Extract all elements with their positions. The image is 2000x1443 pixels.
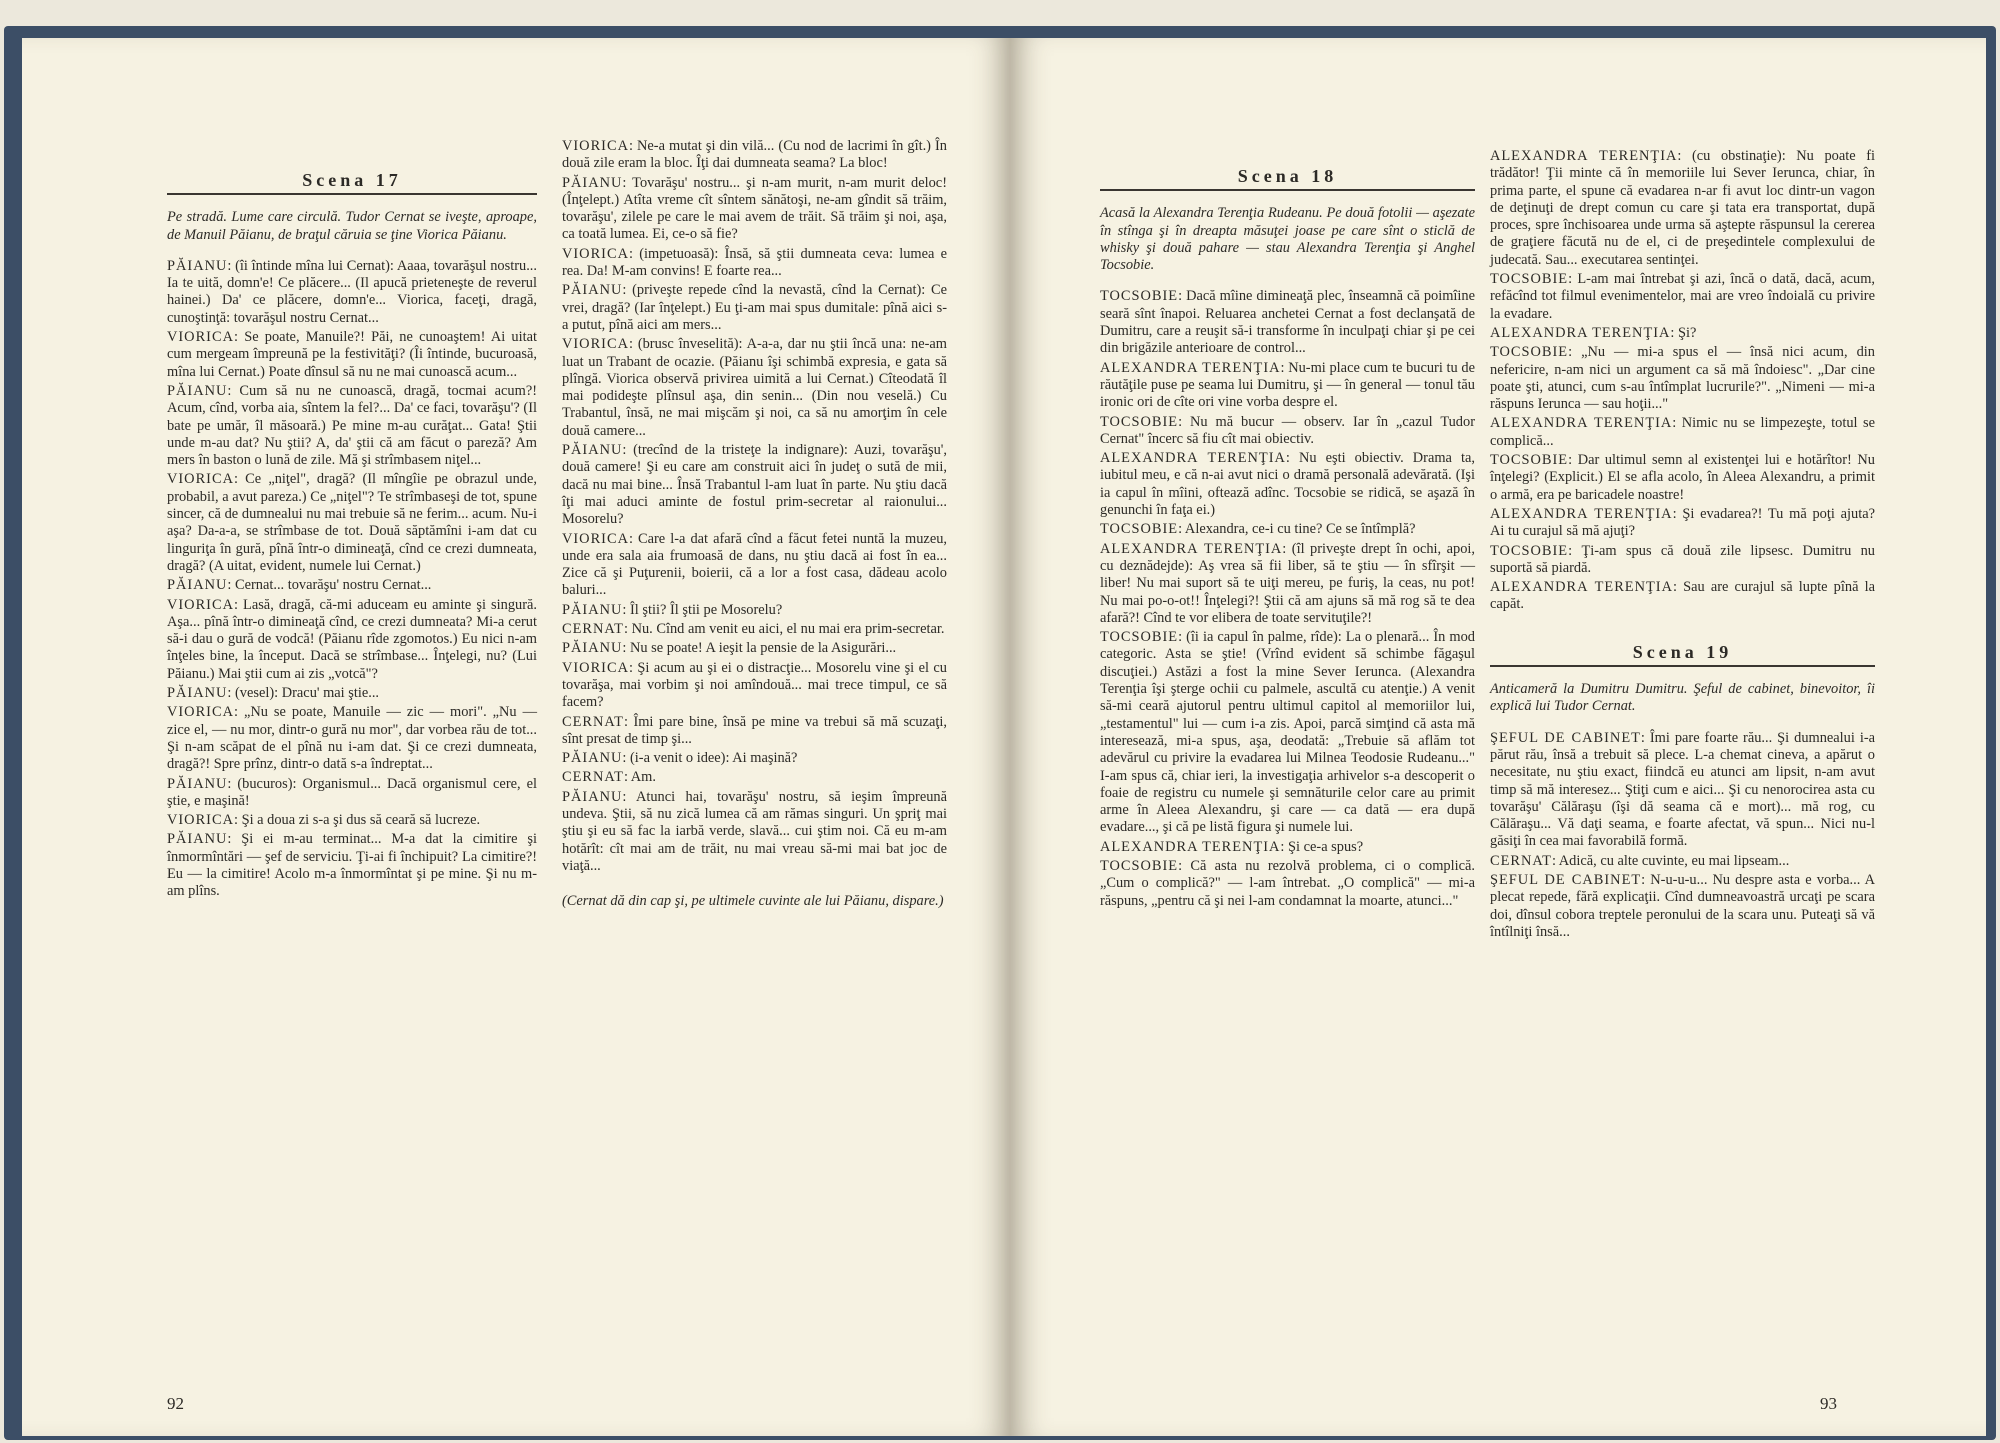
stage-direction: Pe stradă. Lume care circulă. Tudor Cernat se iveşte, aproape, de Manuil Păianu, de braţul căruia se ţine Viorica Păianu. <box>167 209 537 243</box>
dialogue-text: Cernat... tovarăşu' nostru Cernat... <box>234 577 432 594</box>
dialogue-text: Dacă mîine dimineaţă plec, înseamnă că poimîine seară sînt înapoi. Reluarea anchetei Cernat a fost declanşată de Dumitru, care a reuşit să-i transforme în inculpaţi chiar şi pe cei din brigăzile anterioare de control... <box>1100 288 1475 357</box>
dialogue-text: Ce „niţel", dragă? (Il mîngîie pe obrazul unde, probabil, a avut pareza.) Ce „niţel"? Te strîmbaseşi de tot, spune sincer, că de dumnealui nu mai trebuie să ne ferim... acum. Nu-i aşa? Da-a-a, se strîmbase de tot. Două săptămîni i-am dat cu linguriţa în gură, pînă într-o dimineaţă, cînd ce crezi dumneata, dragă? (A uitat, evident, numele lui Cernat.) <box>167 471 537 574</box>
dialogue-text: Nu-mi place cum te bucuri tu de răutăţile puse pe seama lui Dumitru, şi — în general — tonul tău ironic ori de cîte ori vine vorba despre el. <box>1100 359 1475 411</box>
dialogue-text: „Nu se poate, Manuile — zic — mori". „Nu — zice el, — nu mor, dintr-o gură nu mor", dar vorbea rău de tot... Şi n-am scăpat de el pînă nu i-am dat. Şi ce crezi dumneata, dragă?! Spre prînz, dintr-o dată s-a îndreptat... <box>167 704 537 773</box>
dialogue-text: Lasă, dragă, că-mi aduceam eu aminte şi singură. Aşa... pînă într-o dimineaţă cînd, ce crezi dumneata? Mi-a cerut să-i dau o gură de vodcă! (Păianu rîde zgomotos.) Eu nici n-am înţeles bine, la început. Dacă se strîmbase... Înţelegi, nu? (Lui Păianu.) Mai ştii cum ai zis „votcă"? <box>167 596 537 682</box>
dialogue-text: Care l-a dat afară cînd a făcut fetei nuntă la muzeu, unde era sala aia frumoasă de dans, nu ştiu dacă ai fost în ea... Zice că şi Puţurenii, boierii, că a lor a fost casa, dădeau acolo baluri... <box>562 530 947 599</box>
dialogue-list <box>167 258 537 901</box>
dialogue-text: Şi? <box>1678 324 1697 341</box>
speaker-name: PĂIANU <box>167 577 228 594</box>
speaker-name: PĂIANU <box>167 831 228 848</box>
dialogue-text: Şi evadarea?! Tu mă poţi ajuta? Ai tu curajul să mă ajuţi? <box>1490 505 1875 540</box>
speaker-name: ŞEFUL DE CABINET <box>1490 871 1642 888</box>
dialogue-text: Alexandra, ce-i cu tine? Ce se întîmplă? <box>1184 521 1416 538</box>
dialogue-text: Ţi-am spus că două zile lipsesc. Dumitru nu suportă să piardă. <box>1490 542 1875 576</box>
dialogue-line: PĂIANU: (vesel): Dracu' mai ştie... <box>167 685 380 702</box>
speaker-name: VIORICA <box>167 329 234 346</box>
dialogue-line: ALEXANDRA TERENŢIA: (cu obstinaţie): Nu poate fi trădător! Ţii minte că în memoriile lui Sever Ierunca, chiar, în prima parte, el spune că evadarea n-ar fi avut loc dintr-un vagon de deţinuţi de drept comun cu care şi tata era transportat, după proces, spre închisoarea unde urma să aştepte răspunsul la cererea de graţiere făcută nu de el, ci de preşedintele complexului de judecată. Sau... executarea sentinţei. <box>1490 148 1875 268</box>
dialogue-line: PĂIANU: Cum să nu ne cunoască, dragă, tocmai acum?! Acum, cînd, vorba aia, sîntem la fel?... Da' ce faci, tovarăşu'? (Il bate pe umăr, îl măsoară.) Pe mine m-au curăţat... Gata! Ştii unde m-au dat? Nu ştii? A, da' ştii că am făcut o pareză? Am mers în baston o lună de zile. Mă şi strîmbasem niţel... <box>167 382 537 469</box>
dialogue-list <box>1490 730 1875 942</box>
stage-direction: Acasă la Alexandra Terenţia Rudeanu. Pe două fotolii — aşezate în stînga şi în dreapta măsuţei joase pe care sînt o sticlă de whisky şi două pahare — stau Alexandra Terenţia şi Anghel Tocsobie. <box>1100 205 1475 274</box>
speaker-name: VIORICA <box>167 596 234 613</box>
dialogue-text: (i-a venit o idee): Ai maşină? <box>629 750 798 767</box>
speaker-name: VIORICA <box>562 245 629 262</box>
speaker-name: VIORICA <box>562 138 629 154</box>
dialogue-text: Cum să nu ne cunoască, dragă, tocmai acum?! Acum, cînd, vorba aia, sîntem la fel?... Da' ce faci, tovarăşu'? (Il bate pe umăr, îl măsoară.) Pe mine m-au curăţat... Gata! Ştii unde m-au dat? Nu ştii? A, da' ştii că am făcut o pareză? Am mers în baston o lună de zile. Mă şi strîmbasem niţel... <box>167 382 537 469</box>
dialogue-line: TOCSOBIE: Ţi-am spus că două zile lipsesc. Dumitru nu suportă să piardă. <box>1490 542 1875 576</box>
dialogue-line: TOCSOBIE: „Nu — mi-a spus el — însă nici acum, din nefericire, n-am nici un argument ca să mă îndoiesc". „Dar cine poate şti, atunci, cum s-au întîmplat lucrurile?". „Nimeni — mi-a răspuns Ierunca — sau hoţii..." <box>1490 344 1875 413</box>
speaker-name: VIORICA <box>167 812 234 829</box>
dialogue-text: Adică, cu alte cuvinte, eu mai lipseam... <box>1558 852 1790 869</box>
speaker-name: CERNAT <box>562 713 624 730</box>
speaker-name: PĂIANU <box>167 775 228 792</box>
dialogue-text: Nu mă bucur — observ. Iar în „cazul Tudor Cernat" încerc să fiu cît mai obiectiv. <box>1100 413 1475 447</box>
speaker-name: TOCSOBIE <box>1100 857 1179 874</box>
dialogue-line: ALEXANDRA TERENŢIA: Şi evadarea?! Tu mă poţi ajuta? Ai tu curajul să mă ajuţi? <box>1490 505 1875 540</box>
dialogue-text: (vesel): Dracu' mai ştie... <box>234 685 380 702</box>
speaker-name: ALEXANDRA TERENŢIA <box>1490 324 1671 341</box>
speaker-name: TOCSOBIE <box>1490 271 1569 288</box>
dialogue-list <box>1100 288 1475 909</box>
dialogue-line: ALEXANDRA TERENŢIA: Nimic nu se limpezeşte, totul se complică... <box>1490 415 1875 449</box>
dialogue-text: Că asta nu rezolvă problema, ci o complică. „Cum o complică?" — l-am întrebat. „O complică" — mi-a răspuns, „pentru că şi nei l-am condamnat la moarte, atunci..." <box>1100 857 1475 909</box>
speaker-name: PĂIANU <box>562 640 623 657</box>
dialogue-text: (impetuoasă): Însă, să ştii dumneata ceva: lumea e rea. Da! M-am convins! E foarte rea... <box>562 245 947 280</box>
dialogue-line: CERNAT: Îmi pare bine, însă pe mine va trebui să mă scuzaţi, sînt presat de timp şi... <box>562 713 947 747</box>
speaker-name: ALEXANDRA TERENŢIA <box>1100 838 1281 855</box>
dialogue-line: TOCSOBIE: Alexandra, ce-i cu tine? Ce se întîmplă? <box>1100 521 1416 538</box>
dialogue-text: (bucuros): Organismul... Dacă organismul cere, el ştie, e maşină! <box>167 775 537 809</box>
speaker-name: VIORICA <box>562 530 629 547</box>
dialogue-line: PĂIANU: Cernat... tovarăşu' nostru Cernat... <box>167 577 432 594</box>
dialogue-line: PĂIANU: Tovarăşu' nostru... şi n-am murit, n-am murit deloc! (Înţelept.) Atîta vreme cît sîntem sănătoşi, ne-am gîndit să trăim, tovarăşu', zilele pe care le mai avem de trăit. Să trăim şi noi, aşa, ca toată lumea. Ei, ce-o să fie? <box>562 174 947 243</box>
speaker-name: CERNAT <box>562 769 624 786</box>
left-column-2 <box>562 138 947 924</box>
dialogue-text: Dar ultimul semn al existenţei lui e hotărîtor! Nu înţelegi? (Explicit.) El se afla acolo, în Aleea Alexandru, a primit o armă, era pe baricadele noastre! <box>1490 452 1875 503</box>
dialogue-text: Îmi pare foarte rău... Şi dumnealui i-a părut rău, însă a trebuit să plece. L-a chemat cineva, a apărut o necesitate, nu ştiu exact, fiindcă eu atunci am lipsit, n-am avut timp să mă interesez... Ştiţi cum e aici... Şi cu nenorocirea asta cu tovarăşu' Călăraşu (îşi dă seama că e mort)... mă rog, cu Călăraşu... Vă daţi seama, e foarte afectat, vă spun... Nici nu-l găsiţi în cea mai favorabilă formă. <box>1490 729 1875 850</box>
speaker-name: ALEXANDRA TERENŢIA <box>1100 450 1286 467</box>
dialogue-line: CERNAT: Nu. Cînd am venit eu aici, el nu mai era prim-secretar. <box>562 621 945 638</box>
speaker-name: VIORICA <box>562 336 629 353</box>
dialogue-text: Îmi pare bine, însă pe mine va trebui să mă scuzaţi, sînt presat de timp şi... <box>562 713 947 747</box>
speaker-name: CERNAT <box>1490 852 1552 869</box>
dialogue-line: ALEXANDRA TERENŢIA: Nu eşti obiectiv. Drama ta, iubitul meu, e că n-ai avut nici o dramă personală adevărată. (Işi ia capul în mîini, oftează adînc. Tocsobie se ridică, se aşază în genunchi în faţa ei.) <box>1100 450 1475 519</box>
dialogue-text: Îl ştii? Îl ştii pe Mosorelu? <box>629 601 783 618</box>
dialogue-text: Ne-a mutat şi din vilă... (Cu nod de lacrimi în gît.) În două zile eram la bloc. Îţi dai dumneata seama? La bloc! <box>562 138 947 172</box>
speaker-name: TOCSOBIE <box>1490 452 1569 469</box>
right-column-2 <box>1490 148 1875 943</box>
dialogue-text: Nu. Cînd am venit eu aici, el nu mai era prim-secretar. <box>631 621 945 638</box>
dialogue-line: VIORICA: (brusc înveselită): A-a-a, dar nu ştii încă una: ne-am luat un Trabant de ocazie. (Păianu îşi schimbă expresia, e gata să plîngă. Viorica observă privirea uimită a lui Cernat.) Cîteodată îl mai podideşte plînsul aşa, din senin... (Din nou veselă.) Cu Trabantul, însă, ne mai mişcăm şi noi, ca să nu amorţim în cele două camere... <box>562 336 947 439</box>
dialogue-line: VIORICA: Şi acum au şi ei o distracţie... Mosorelu vine şi el cu tovarăşa, mai vorbim şi noi amîndouă... mai trece timpul, ce să facem? <box>562 659 947 711</box>
dialogue-line: ALEXANDRA TERENŢIA: (îl priveşte drept în ochi, apoi, cu deznădejde): Aş vrea să fii liber, să te ştiu — în sfîrşit — liber! Nu mai suport să te uiţi mereu, pe furiş, la ceas, nu pot! Nu mai po-o-ot!! Înţelegi?! Ştii că am ajuns să mă rog să te dea afară?! Cînd te vor elibera de toate servituţile?! <box>1100 540 1475 626</box>
dialogue-line: PĂIANU: Atunci hai, tovarăşu' nostru, să ieşim împreună undeva. Ştii, să nu zică lumea că am rămas singuri. Un şpriţ mai ştiu şi eu să fac la iarbă verde, slavă... cui ştim noi. Că eu m-am hotărît: cît mai am de trăit, nu mai vreau să-mi mai bat joc de viaţă... <box>562 788 948 874</box>
dialogue-line: PĂIANU: (bucuros): Organismul... Dacă organismul cere, el ştie, e maşină! <box>167 775 537 809</box>
speaker-name: ALEXANDRA TERENŢIA <box>1100 359 1281 376</box>
dialogue-line: TOCSOBIE: Dar ultimul semn al existenţei lui e hotărîtor! Nu înţelegi? (Explicit.) El se afla acolo, în Aleea Alexandru, a primit o armă, era pe baricadele noastre! <box>1490 452 1875 503</box>
page-number: 93 <box>1820 1394 1837 1413</box>
dialogue-text: (cu obstinaţie): Nu poate fi trădător! Ţii minte că în memoriile lui Sever Ierunca, chiar, în prima parte, el spune că evadarea n-ar fi avut loc dintr-un vagon de deţinuţi de drept comun cu care şi tata era transportat, după proces, spre închisoarea unde urma să aştepte răspunsul la cererea de graţiere făcută nu de el, ci de preşedintele complexului de judecată. Sau... executarea sentinţei. <box>1490 148 1875 268</box>
dialogue-line: TOCSOBIE: Că asta nu rezolvă problema, ci o complică. „Cum o complică?" — l-am întrebat. „O complică" — mi-a răspuns, „pentru că şi nei l-am condamnat la moarte, atunci..." <box>1100 857 1475 909</box>
dialogue-line: TOCSOBIE: Dacă mîine dimineaţă plec, înseamnă că poimîine seară sînt înapoi. Reluarea anchetei Cernat a fost declanşată de Dumitru, care a reuşit să-i transforme în inculpaţi chiar şi pe cei din brigăzile anterioare de control... <box>1100 288 1475 357</box>
speaker-name: CERNAT <box>562 621 624 638</box>
dialogue-line: VIORICA: Ce „niţel", dragă? (Il mîngîie pe obrazul unde, probabil, a avut pareza.) Ce „niţel"? Te strîmbaseşi de tot, spune sincer, că de dumnealui nu mai trebuie să ne ferim... acum. Nu-i aşa? Da-a-a, se strîmbase de tot. Două săptămîni i-am dat cu linguriţa în gură, pînă într-o dimineaţă, cînd ce crezi dumneata, dragă? (A uitat, evident, numele lui Cernat.) <box>167 471 537 574</box>
dialogue-text: Nimic nu se limpezeşte, totul se complică... <box>1490 415 1875 449</box>
dialogue-text: Sau are curajul să lupte pînă la capăt. <box>1490 579 1875 613</box>
right-page <box>1010 38 1986 1436</box>
speaker-name: PĂIANU <box>562 601 623 618</box>
dialogue-text: N-u-u-u... Nu despre asta e vorba... A plecat repede, fără explicaţii. Cînd dumneavoastră urcaţi pe scara doi, dînsul cobora treptele peronului de la scara unu. Puteaţi să vă întîlniţi însă... <box>1490 871 1875 940</box>
speaker-name: TOCSOBIE <box>1100 288 1179 305</box>
dialogue-line: VIORICA: Ne-a mutat şi din vilă... (Cu nod de lacrimi în gît.) În două zile eram la bloc. Îţi dai dumneata seama? La bloc! <box>562 138 947 172</box>
dialogue-line: ALEXANDRA TERENŢIA: Şi? <box>1490 324 1697 341</box>
dialogue-line: PĂIANU: Îl ştii? Îl ştii pe Mosorelu? <box>562 601 783 618</box>
speaker-name: PĂIANU <box>562 282 623 299</box>
dialogue-list <box>562 138 947 875</box>
dialogue-line: VIORICA: Şi a doua zi s-a şi dus să ceară să lucreze. <box>167 812 481 829</box>
left-column-1 <box>167 146 537 903</box>
dialogue-line: VIORICA: Se poate, Manuile?! Păi, ne cunoaştem! Ai uitat cum mergeam împreună pe la festivităţi? (Îi întinde, bucuroasă, mîna lui Cernat.) Poate dînsul să nu ne mai cunoască acum... <box>167 329 537 380</box>
dialogue-line: PĂIANU: (îi întinde mîna lui Cernat): Aaaa, tovarăşul nostru... Ia te uită, domn'e! Ce plăcere... (Il apucă prieteneşte de reverul hainei.) Da' ce plăcere, domn'e... Viorica, faceţi, dragă, cunoştinţă: tovarăşul nostru Cernat... <box>167 257 537 326</box>
dialogue-text: Se poate, Manuile?! Păi, ne cunoaştem! Ai uitat cum mergeam împreună pe la festivităţi? (Îi întinde, bucuroasă, mîna lui Cernat.) Poate dînsul să nu ne mai cunoască acum... <box>167 329 537 380</box>
dialogue-line: PĂIANU: (priveşte repede cînd la nevastă, cînd la Cernat): Ce vrei, dragă? (Iar înţelept.) Eu ţi-am mai spus dumitale: pînă aici s-a putut, pînă aici am mers... <box>562 282 947 333</box>
left-page <box>22 38 1010 1436</box>
speaker-name: PĂIANU <box>562 174 623 191</box>
dialogue-line: VIORICA: „Nu se poate, Manuile — zic — mori". „Nu — zice el, — nu mor, dintr-o gură nu mor", dar vorbea rău de tot... Şi n-am scăpat de el pînă nu i-am dat. Şi ce crezi dumneata, dragă?! Spre prînz, dintr-o dată s-a îndreptat... <box>167 704 537 773</box>
dialogue-text: Nu eşti obiectiv. Drama ta, iubitul meu, e că n-ai avut nici o dramă personală adevărată. (Işi ia capul în mîini, oftează adînc. Tocsobie se ridică, se aşază în genunchi în faţa ei.) <box>1100 450 1475 519</box>
dialogue-text: (trecînd de la tristeţe la indignare): Auzi, tovarăşu', două camere! Şi eu care am construit aici în judeţ o sută de mii, dacă nu mai bine... Însă Trabantul l-am luat în parte. Nu ştiu dacă îţi mai aduci aminte de fostul prim-secretar al raionului... Mosorelu? <box>562 442 947 528</box>
dialogue-line: ALEXANDRA TERENŢIA: Nu-mi place cum te bucuri tu de răutăţile puse pe seama lui Dumitru, şi — în general — tonul tău ironic ori de cîte ori vine vorba despre el. <box>1100 359 1475 411</box>
scene-title: Scena 19 <box>1490 644 1875 667</box>
dialogue-line: TOCSOBIE: Nu mă bucur — observ. Iar în „cazul Tudor Cernat" încerc să fiu cît mai obiectiv. <box>1100 413 1475 447</box>
speaker-name: VIORICA <box>167 704 234 721</box>
dialogue-line: ALEXANDRA TERENŢIA: Şi ce-a spus? <box>1100 838 1364 855</box>
page-number: 92 <box>167 1394 184 1413</box>
speaker-name: TOCSOBIE <box>1100 413 1179 430</box>
speaker-name: TOCSOBIE <box>1100 521 1179 538</box>
dialogue-text: (îl priveşte drept în ochi, apoi, cu deznădejde): Aş vrea să fii liber, să te ştiu — în sfîrşit — liber! Nu mai suport să te uiţi mereu, pe furiş, la ceas, nu pot! Nu mai po-o-ot!! Înţelegi?! Ştii că am ajuns să mă rog să te dea afară?! Cînd te vor elibera de toate servituţile?! <box>1100 540 1475 626</box>
dialogue-text: Tovarăşu' nostru... şi n-am murit, n-am murit deloc! (Înţelept.) Atîta vreme cît sîntem sănătoşi, ne-am gîndit să trăim, tovarăşu', zilele pe care le mai avem de trăit. Să trăim şi noi, aşa, ca toată lumea. Ei, ce-o să fie? <box>562 174 947 243</box>
stage-direction: Anticameră la Dumitru Dumitru. Şeful de cabinet, binevoitor, îi explică lui Tudor Cernat. <box>1490 681 1875 715</box>
dialogue-text: Am. <box>630 769 656 786</box>
dialogue-text: (îi întinde mîna lui Cernat): Aaaa, tovarăşul nostru... Ia te uită, domn'e! Ce plăcere... (Il apucă prieteneşte de reverul hainei.) Da' ce plăcere, domn'e... Viorica, faceţi, dragă, cunoştinţă: tovarăşul nostru Cernat... <box>167 257 537 326</box>
speaker-name: ALEXANDRA TERENŢIA <box>1100 540 1283 557</box>
dialogue-line: PĂIANU: Nu se poate! A ieşit la pensie de la Asigurări... <box>562 640 897 657</box>
dialogue-text: Şi a doua zi s-a şi dus să ceară să lucreze. <box>241 812 481 829</box>
dialogue-line: PĂIANU: (i-a venit o idee): Ai maşină? <box>562 750 798 767</box>
dialogue-text: „Nu — mi-a spus el — însă nici acum, din nefericire, n-am nici un argument ca să mă îndoiesc". „Dar cine poate şti, atunci, cum s-au întîmplat lucrurile?". „Nimeni — mi-a răspuns Ierunca — sau hoţii..." <box>1490 344 1875 413</box>
dialogue-line: TOCSOBIE: L-am mai întrebat şi azi, încă o dată, dacă, acum, refăcînd tot filmul evenimentelor, mai are vreo îndoială cu privire la evadare. <box>1490 271 1875 322</box>
speaker-name: VIORICA <box>562 659 629 676</box>
speaker-name: PĂIANU <box>562 750 623 767</box>
scene-title: Scena 17 <box>167 172 537 195</box>
speaker-name: PĂIANU <box>562 788 623 805</box>
dialogue-line: ŞEFUL DE CABINET: Îmi pare foarte rău... Şi dumnealui i-a părut rău, însă a trebuit să plece. L-a chemat cineva, a apărut o necesitate, nu ştiu exact, fiindcă eu atunci am lipsit, n-am avut timp să mă interesez... Ştiţi cum e aici... Şi cu nenorocirea asta cu tovarăşu' Călăraşu (îşi dă seama că e mort)... mă rog, cu Călăraşu... Vă daţi seama, e foarte afectat, vă spun... Nici nu-l găsiţi în cea mai favorabilă formă. <box>1490 729 1875 850</box>
dialogue-text: Atunci hai, tovarăşu' nostru, să ieşim împreună undeva. Ştii, să nu zică lumea că am rămas singuri. Un şpriţ mai ştiu şi eu să fac la iarbă verde, slavă... cui ştim noi. Că eu m-am hotărît: cît mai am de trăit, nu mai vreau să-mi mai bat joc de viaţă... <box>562 788 948 874</box>
speaker-name: PĂIANU <box>167 257 228 274</box>
dialogue-line: VIORICA: (impetuoasă): Însă, să ştii dumneata ceva: lumea e rea. Da! M-am convins! E foarte rea... <box>562 245 947 280</box>
dialogue-text: (priveşte repede cînd la nevastă, cînd la Cernat): Ce vrei, dragă? (Iar înţelept.) Eu ţi-am mai spus dumitale: pînă aici s-a putut, pînă aici am mers... <box>562 282 947 333</box>
speaker-name: TOCSOBIE <box>1490 542 1569 559</box>
speaker-name: ALEXANDRA TERENŢIA <box>1490 148 1678 164</box>
dialogue-text: (îi ia capul în palme, rîde): La o plenară... În mod categoric. Asta se ştie! (Vrînd evident să schimbe făgaşul discuţiei.) Astăzi a fost la mine Sever Ierunca. (Alexandra Terenţia îşi şterge ochii cu palmele, ascultă cu atenţie.) A venit să-mi ceară ajutorul pentru ultimul capitol al memoriilor lui, „testamentul" lui — cum i-a zis. Apoi, parcă simţind că asta mă interesează, mi-a spus, aşa, deodată: „Trebuie să aflăm tot adevărul cu privire la evadarea lui Milnea Teodosie Rudeanu..." I-am spus că, chiar ieri, la investigaţia arhivelor s-a descoperit o foaie de registru cu numele şi semnăturile celor care au primit arme în Aleea Alexandru, şi care — ca dată — era după evadare..., şi că pe listă figura şi numele lui. <box>1100 629 1475 836</box>
dialogue-line: PĂIANU: (trecînd de la tristeţe la indignare): Auzi, tovarăşu', două camere! Şi eu care am construit aici în judeţ o sută de mii, dacă nu mai bine... Însă Trabantul l-am luat în parte. Nu ştiu dacă îţi mai aduci aminte de fostul prim-secretar al raionului... Mosorelu? <box>562 442 947 528</box>
closing-stage-direction: (Cernat dă din cap şi, pe ultimele cuvinte ale lui Păianu, dispare.) <box>562 893 944 910</box>
right-column-1 <box>1100 138 1475 912</box>
speaker-name: ŞEFUL DE CABINET <box>1490 729 1641 746</box>
dialogue-text: Şi acum au şi ei o distracţie... Mosorelu vine şi el cu tovarăşa, mai vorbim şi noi amîndouă... mai trece timpul, ce să facem? <box>562 659 947 711</box>
speaker-name: TOCSOBIE <box>1490 344 1569 361</box>
dialogue-line: TOCSOBIE: (îi ia capul în palme, rîde): La o plenară... În mod categoric. Asta se ştie! (Vrînd evident să schimbe făgaşul discuţiei.) Astăzi a fost la mine Sever Ierunca. (Alexandra Terenţia îşi şterge ochii cu palmele, ascultă cu atenţie.) A venit să-mi ceară ajutorul pentru ultimul capitol al memoriilor lui, „testamentul" lui — cum i-a zis. Apoi, parcă simţind că asta mă interesează, mi-a spus, aşa, deodată: „Trebuie să aflăm tot adevărul cu privire la evadarea lui Milnea Teodosie Rudeanu..." I-am spus că, chiar ieri, la investigaţia arhivelor s-a descoperit o foaie de registru cu numele şi semnăturile celor care au primit arme în Aleea Alexandru, şi care — ca dată — era după evadare..., şi că pe listă figura şi numele lui. <box>1100 629 1475 836</box>
speaker-name: PĂIANU <box>167 382 228 399</box>
dialogue-line: CERNAT: Adică, cu alte cuvinte, eu mai lipseam... <box>1490 852 1790 869</box>
dialogue-line: ŞEFUL DE CABINET: N-u-u-u... Nu despre asta e vorba... A plecat repede, fără explicaţii. Cînd dumneavoastră urcaţi pe scara doi, dînsul cobora treptele peronului de la scara unu. Puteaţi să vă întîlniţi însă... <box>1490 871 1875 940</box>
dialogue-line: VIORICA: Lasă, dragă, că-mi aduceam eu aminte şi singură. Aşa... pînă într-o dimineaţă cînd, ce crezi dumneata? Mi-a cerut să-i dau o gură de vodcă! (Păianu rîde zgomotos.) Eu nici n-am înţeles bine, la început. Dacă se strîmbase... Înţelegi, nu? (Lui Păianu.) Mai ştii cum ai zis „votcă"? <box>167 596 537 682</box>
speaker-name: VIORICA <box>167 471 234 488</box>
dialogue-text: (brusc înveselită): A-a-a, dar nu ştii încă una: ne-am luat un Trabant de ocazie. (Păianu îşi schimbă expresia, e gata să plîngă. Viorica observă privirea uimită a lui Cernat.) Cîteodată îl mai podideşte plînsul aşa, din senin... (Din nou veselă.) Cu Trabantul, însă, ne mai mişcăm şi noi, ca să nu amorţim în cele două camere... <box>562 336 947 439</box>
dialogue-line: VIORICA: Care l-a dat afară cînd a făcut fetei nuntă la muzeu, unde era sala aia frumoasă de dans, nu ştiu dacă ai fost în ea... Zice că şi Puţurenii, boierii, că a lor a fost casa, dădeau acolo baluri... <box>562 530 947 599</box>
dialogue-list <box>1490 148 1875 614</box>
dialogue-line: ALEXANDRA TERENŢIA: Sau are curajul să lupte pînă la capăt. <box>1490 579 1875 613</box>
dialogue-text: Şi ce-a spus? <box>1288 838 1364 855</box>
dialogue-line: CERNAT: Am. <box>562 769 656 786</box>
dialogue-line: PĂIANU: Şi ei m-au terminat... M-a dat la cimitire şi înmormîntări — şef de serviciu. Ţi-ai fi închipuit? La cimitire?! Eu — la cimitire! Acolo m-a înmormîntat şi pe mine. Şi nu m-am plîns. <box>167 831 537 900</box>
speaker-name: ALEXANDRA TERENŢIA <box>1490 505 1673 522</box>
speaker-name: ALEXANDRA TERENŢIA <box>1490 415 1673 432</box>
scene-title: Scena 18 <box>1100 168 1475 191</box>
speaker-name: PĂIANU <box>562 442 623 459</box>
speaker-name: PĂIANU <box>167 685 228 702</box>
dialogue-text: Nu se poate! A ieşit la pensie de la Asigurări... <box>629 640 897 657</box>
speaker-name: ALEXANDRA TERENŢIA <box>1490 579 1673 596</box>
speaker-name: TOCSOBIE <box>1100 629 1179 646</box>
dialogue-text: L-am mai întrebat şi azi, încă o dată, dacă, acum, refăcînd tot filmul evenimentelor, mai are vreo îndoială cu privire la evadare. <box>1490 271 1875 322</box>
dialogue-text: Şi ei m-au terminat... M-a dat la cimitire şi înmormîntări — şef de serviciu. Ţi-ai fi închipuit? La cimitire?! Eu — la cimitire! Acolo m-a înmormîntat şi pe mine. Şi nu m-am plîns. <box>167 831 537 900</box>
